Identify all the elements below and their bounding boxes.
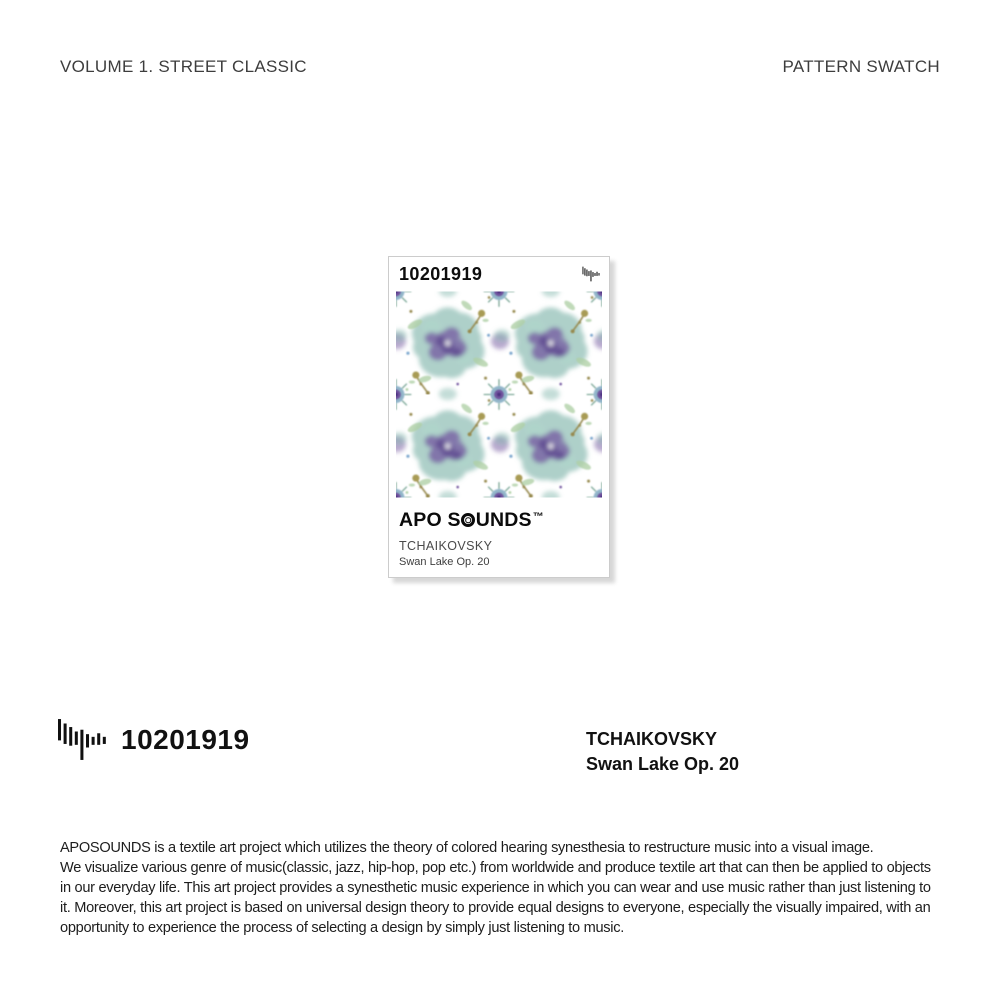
volume-label: VOLUME 1. STREET CLASSIC [60, 57, 307, 76]
waveform-icon [58, 717, 106, 762]
pattern-swatch-card [388, 256, 610, 578]
project-description [60, 838, 942, 938]
bullseye-o-inner-ring [465, 517, 471, 523]
pattern-swatch-label: PATTERN SWATCH [782, 57, 940, 76]
bullseye-o-glyph [461, 513, 475, 527]
footer-id-block [58, 717, 250, 762]
description-body: We visualize various genre of music(classic, jazz, hip-hop, pop etc.) from worldwide and produce textile art that can then be applied to objects in our everyday life. This art project provides a synesthetic music experience in which you can wear and use music rather than just listening to it. Moreover, this art project is based on universal design theory to provide equal designs to everyone, especially the visually impaired, with an opportunity to experience the process of selecting a design by simply just listening to music. [60, 860, 931, 936]
card-composer-name: TCHAIKOVSKY [399, 539, 493, 553]
trademark-symbol: ™ [532, 511, 544, 523]
pattern-fill [396, 292, 602, 498]
description-line1: APOSOUNDS is a textile art project which utilizes the theory of colored hearing synesthesia to restructure music into a visual image. [60, 840, 874, 856]
brand-suffix: UNDS [475, 509, 532, 531]
brand-logo [399, 509, 609, 532]
floral-pattern-swatch [396, 291, 602, 498]
card-header [389, 257, 609, 291]
brand-prefix: APO S [399, 509, 461, 531]
footer-swatch-number: 10201919 [121, 723, 250, 755]
footer-track-block [586, 727, 739, 777]
card-piece-title: Swan Lake Op. 20 [399, 556, 490, 568]
footer-composer-name: TCHAIKOVSKY [586, 729, 718, 749]
swatch-number: 10201919 [399, 264, 483, 284]
waveform-icon [582, 266, 600, 282]
footer-piece-title: Swan Lake Op. 20 [586, 754, 740, 774]
